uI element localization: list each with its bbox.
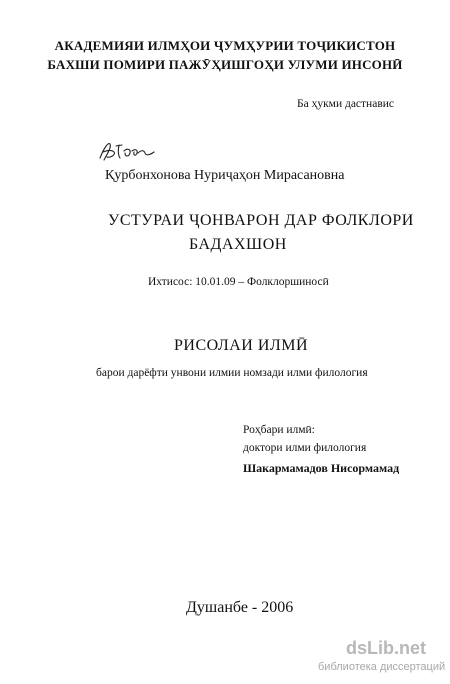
thesis-title-line-2: БАДАХШОН	[189, 236, 287, 253]
watermark-logo: dsLib.net	[346, 638, 426, 658]
document-type: РИСОЛАИ ИЛМӢ	[174, 337, 309, 354]
degree-purpose: барои дарёфти унвони илмии номзади илми филология	[96, 367, 368, 379]
handwritten-signature	[98, 138, 158, 164]
advisor-label: Роҳбари илмӣ:	[243, 424, 315, 436]
advisor-degree: доктори илми филология	[243, 442, 367, 454]
author-name: Қурбонхонова Нуриҷаҳон Мирасановна	[105, 168, 345, 183]
rights-note: Ба ҳукми дастнавис	[297, 98, 395, 110]
city-and-year: Душанбе - 2006	[186, 599, 294, 616]
institution-line-2: БАХШИ ПОМИРИ ПАЖӮҲИШГОҲИ УЛУМИ ИНСОНӢ	[47, 57, 403, 72]
institution-line-1: АКАДЕМИЯИ ИЛМҲОИ ҶУМҲУРИИ ТОҶИКИСТОН	[54, 38, 396, 53]
watermark-subtitle: библиотека диссертаций	[318, 661, 446, 673]
specialty-code: Ихтисос: 10.01.09 – Фолклоршиносӣ	[148, 276, 329, 288]
advisor-name: Шакармамадов Нисормамад	[243, 461, 400, 475]
thesis-title-line-1: УСТУРАИ ҶОНВАРОН ДАР ФОЛКЛОРИ	[108, 212, 414, 229]
